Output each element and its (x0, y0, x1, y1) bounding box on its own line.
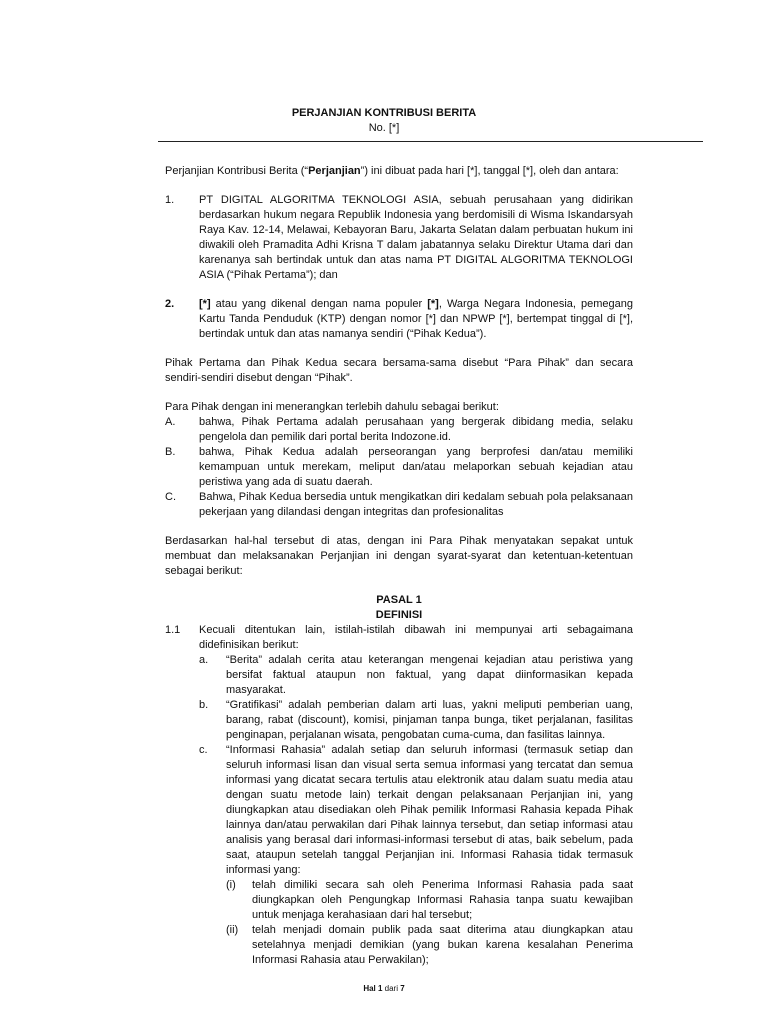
exclusion-i-text: telah dimiliki secara sah oleh Penerima Informasi Rahasia pada saat diungkapkan oleh Pengungkap Informasi Rahasia tanpa suatu kewajiban untuk menjaga kerahasiaan dari hal tersebut; (252, 879, 633, 921)
exclusions-list (226, 878, 633, 968)
party-2-name: [*] (199, 298, 211, 310)
recital-a-letter: A. (165, 416, 176, 428)
page-footer (0, 981, 768, 996)
party-2 (165, 297, 633, 342)
definition-a-letter: a. (199, 654, 209, 666)
recital-c-text: Bahwa, Pihak Kedua bersedia untuk mengikatkan diri kedalam sebuah pola pelaksanaan pekerjaan yang dilandasi dengan integritas dan profesionalitas (199, 491, 633, 518)
pasal-1-subheading: DEFINISI (375, 609, 423, 621)
definition-a-text: “Berita” adalah cerita atau keterangan mengenai kejadian atau peristiwa yang bersifat faktual ataupun non faktual, yang dapat diinformasikan kepada masyarakat. (226, 654, 633, 696)
document-title: PERJANJIAN KONTRIBUSI BERITA (291, 107, 477, 119)
footer-separator: dari (382, 984, 401, 993)
clause-1-1-text: Kecuali ditentukan lain, istilah-istilah dibawah ini mempunyai arti sebagaimana didefinisikan berikut: (199, 624, 633, 651)
intro-text-start: Perjanjian Kontribusi Berita (“ (165, 165, 309, 177)
document-number: No. [*] (368, 122, 400, 134)
intro-defined-term: Perjanjian (308, 165, 361, 177)
intro-paragraph (165, 164, 633, 179)
party-2-text (199, 297, 633, 342)
definition-c-letter: c. (199, 744, 208, 756)
recitals-intro: Para Pihak dengan ini menerangkan terlebih dahulu sebagai berikut: (165, 401, 499, 413)
party-2-number: 2. (165, 298, 175, 310)
party-2-popular-name: [*] (427, 298, 439, 310)
definition-c (199, 743, 633, 878)
recital-a-text: bahwa, Pihak Pertama adalah perusahaan yang bergerak dibidang media, selaku pengelola dan pemilik dari portal berita Indozone.id. (199, 416, 633, 443)
definition-b-text: “Gratifikasi” adalah pemberian dalam arti luas, yakni meliputi pemberian uang, barang, rabat (discount), komisi, pinjaman tanpa bunga, tiket perjalanan, fasilitas penginapan, perjalanan wisata, pengobatan cuma-cuma, dan fasilitas lainnya. (226, 699, 633, 741)
exclusion-ii (226, 923, 633, 968)
recital-b-text: bahwa, Pihak Kedua adalah perseorangan yang berprofesi dan/atau memiliki kemampuan untuk merekam, meliput dan/atau melaporkan sebuah kejadian atau peristiwa yang ada di suatu daerah. (199, 446, 633, 488)
recital-a (165, 415, 633, 445)
title-divider (158, 141, 703, 142)
para-pihak-paragraph: Pihak Pertama dan Pihak Kedua secara bersama-sama disebut “Para Pihak” dan secara sendiri-sendiri disebut dengan “Pihak”. (165, 357, 633, 384)
definition-a (199, 653, 633, 698)
recital-b-letter: B. (165, 446, 176, 458)
party-1-number: 1. (165, 194, 175, 206)
clause-1-1 (165, 623, 633, 653)
recital-b (165, 445, 633, 490)
footer-page-total: 7 (400, 984, 405, 993)
exclusion-ii-number: (ii) (226, 924, 239, 936)
recital-c-letter: C. (165, 491, 176, 503)
exclusion-i (226, 878, 633, 923)
intro-text-end: ”) ini dibuat pada hari [*], tanggal [*], oleh dan antara: (360, 165, 619, 177)
party-1-text: PT DIGITAL ALGORITMA TEKNOLOGI ASIA, sebuah perusahaan yang didirikan berdasarkan hukum negara Republik Indonesia yang berdomisili di Wisma Iskandarsyah Raya Kav. 12-14, Melawai, Kebayoran Baru, Jakarta Selatan dalam perbuatan hukum ini diwakili oleh Pramadita Adhi Krisna T dalam jabatannya selaku Direktur Utama dari dan karenanya sah bertindak untuk dan atas nama PT DIGITAL ALGORITMA TEKNOLOGI ASIA (“Pihak Pertama”); dan (199, 194, 633, 281)
definition-b (199, 698, 633, 743)
footer-page-number: 1 (377, 984, 383, 993)
exclusion-ii-text: telah menjadi domain publik pada saat diterima atau diungkapkan atau setelahnya menjadi demikian (yang bukan karena kesalahan Penerima Informasi Rahasia atau Perwakilan); (252, 924, 633, 966)
clause-1-1-number: 1.1 (165, 624, 181, 636)
party-1 (165, 193, 633, 283)
pasal-1-heading: PASAL 1 (376, 594, 422, 606)
title-block (0, 106, 768, 136)
definition-c-text: “Informasi Rahasia” adalah setiap dan seluruh informasi (termasuk setiap dan seluruh informasi lisan dan visual serta semua informasi yang tercatat dan semua informasi yang dicatat secara tertulis atau elektronik atau dalam suatu media atau dengan suatu metode lain) terkait dengan pelaksanaan Perjanjian ini, yang diungkapkan atau disediakan oleh Pihak pemilik Informasi Rahasia kepada Pihak lainnya dan/atau perwakilan dari Pihak lainnya tersebut, dan setiap informasi atau analisis yang berasal dari informasi-informasi tersebut di atas, baik sebelum, pada saat, ataupun setelah tanggal Perjanjian ini. Informasi Rahasia tidak termasuk informasi yang: (226, 744, 633, 876)
agreement-paragraph: Berdasarkan hal-hal tersebut di atas, dengan ini Para Pihak menyatakan sepakat untuk membuat dan melaksanakan Perjanjian ini dengan syarat-syarat dan ketentuan-ketentuan sebagai berikut: (165, 535, 633, 577)
definitions-list (199, 653, 633, 968)
recital-c (165, 490, 633, 520)
exclusion-i-number: (i) (226, 879, 236, 891)
definition-b-letter: b. (199, 699, 209, 711)
party-2-text-b: , Warga Negara Indonesia, pemegang Kartu Tanda Penduduk (KTP) dengan nomor [*] dan NPWP [*], bertempat tinggal di [*], bertindak untuk dan atas namanya sendiri (“Pihak Kedua”). (199, 298, 633, 340)
party-2-text-a: atau yang dikenal dengan nama populer (210, 298, 428, 310)
footer-prefix: Hal (363, 984, 378, 993)
document-body (165, 164, 633, 968)
